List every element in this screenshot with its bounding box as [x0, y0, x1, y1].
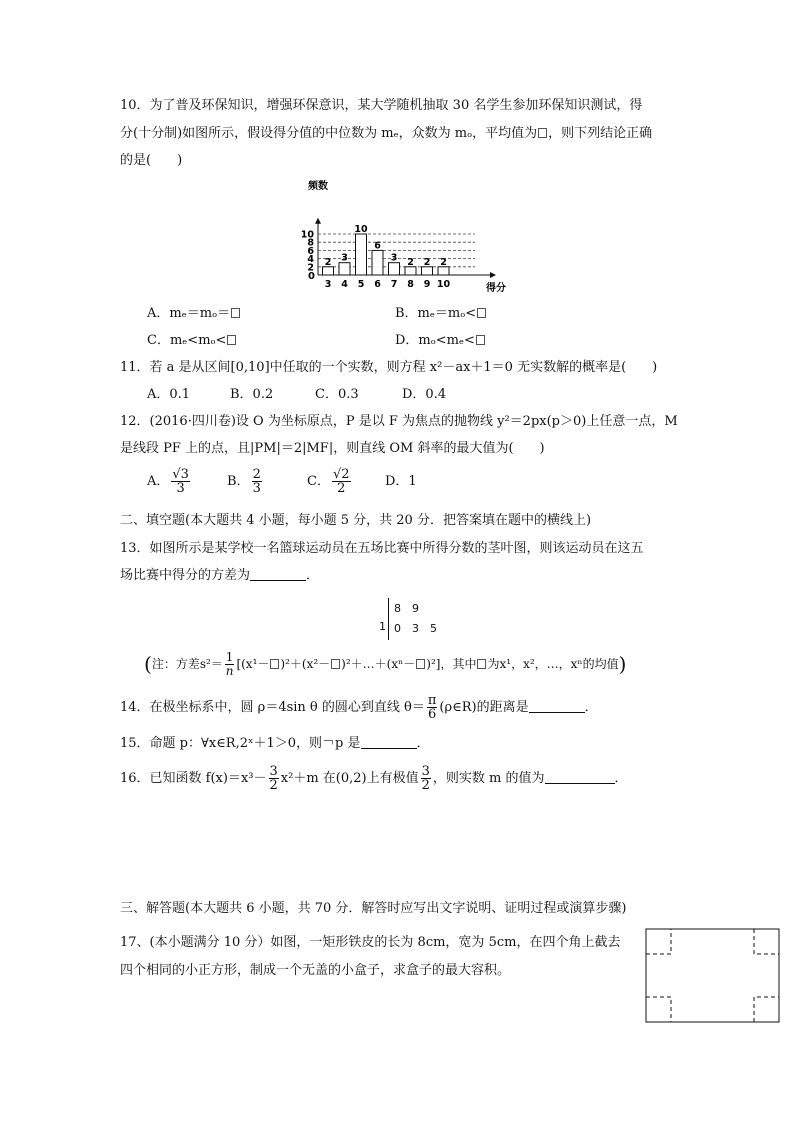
variance-note — [144, 648, 626, 680]
q10-line2 — [120, 125, 652, 143]
note-b5: 为x¹，x²，…，xⁿ的均值 — [487, 657, 619, 671]
q16-frac2-num: 3 — [421, 764, 430, 779]
q11-option-a: A．0.1 — [147, 387, 191, 402]
q10-line1: 10．为了普及环保知识，增强环保意识，某大学随机抽取 30 名学生参加环保知识测试，得 — [120, 98, 643, 113]
stem-divider — [388, 598, 389, 640]
q14-frac-num: π — [427, 693, 437, 708]
q10-option-c-text: C．mₑ<mₒ< — [147, 333, 227, 348]
q14-line — [120, 692, 598, 724]
q10-line2-end: ，则下列结论正确 — [548, 126, 653, 141]
q10-option-a-text: A．mₑ＝mₒ＝ — [147, 306, 231, 321]
q16-mid: x²＋m 在(0,2)上有极值 — [280, 771, 419, 786]
q14-post: (ρ∈R)的距离是 — [439, 700, 529, 715]
note-frac-num: 1 — [225, 650, 234, 664]
xbar-placeholder-icon — [227, 335, 236, 345]
xbar-placeholder-icon — [270, 659, 279, 669]
x-tick-label: 3 — [324, 279, 332, 290]
q12-option-c-den: 2 — [337, 481, 346, 496]
bar — [389, 263, 400, 275]
paren-left: ( — [144, 652, 152, 676]
q13-line2-text: 场比赛中得分的方差为 — [120, 568, 251, 583]
y-tick-label: 10 — [300, 229, 314, 241]
bar-value-label: 2 — [440, 256, 447, 268]
x-tick-label: 4 — [341, 279, 348, 290]
paren-right: ) — [618, 652, 627, 676]
q11-option-b: B．0.2 — [230, 387, 274, 402]
bar-value-label: 3 — [390, 252, 398, 264]
q12-option-b-den: 3 — [252, 481, 261, 496]
bar-value-label: 3 — [341, 252, 348, 264]
bar-value-label: 2 — [423, 256, 431, 268]
leaves-row-2: 0 3 5 — [394, 622, 437, 635]
xbar-placeholder-icon — [538, 128, 547, 138]
q13-line2 — [120, 567, 319, 585]
q12-option-b-label: B． — [227, 474, 250, 489]
x-axis-label: 得分 — [486, 283, 506, 294]
answer-blank — [529, 712, 585, 713]
bar — [372, 250, 383, 275]
note-frac-den: n — [225, 664, 234, 678]
bar — [438, 267, 449, 275]
corner-square-bottom-left — [646, 997, 671, 1022]
bar — [356, 234, 367, 275]
x-tick-label: 7 — [390, 279, 398, 290]
q12-option-b — [227, 466, 264, 498]
xbar-placeholder-icon — [416, 659, 425, 669]
q17-line1: 17、(本小题满分 10 分）如图，一矩形铁皮的长为 8cm，宽为 5cm，在四个角上截去 — [120, 935, 621, 950]
q14-pre: 14．在极坐标系中，圆 ρ＝4sin θ 的圆心到直线 θ＝ — [120, 700, 425, 715]
bar — [405, 267, 416, 275]
q12-option-a-label: A． — [147, 474, 170, 489]
q16-frac-num: 3 — [269, 764, 278, 779]
x-tick-label: 5 — [357, 279, 365, 290]
note-b2: )²＋(x²－ — [280, 657, 331, 671]
q16-frac2-den: 2 — [421, 778, 430, 793]
q12-option-a-den: 3 — [176, 481, 185, 496]
q16-frac-den: 2 — [269, 778, 278, 793]
x-tick-label: 6 — [374, 279, 381, 290]
note-body: [(x¹－ — [236, 657, 270, 671]
bar — [339, 263, 350, 275]
q10-option-c — [147, 332, 237, 350]
q10-line3: 的是( ) — [120, 153, 183, 168]
corner-square-top-right — [754, 929, 779, 954]
q12-option-c — [307, 466, 353, 498]
frequency-bar-chart — [290, 175, 510, 295]
leaves-row-1: 8 9 — [394, 602, 419, 615]
xbar-placeholder-icon — [476, 335, 485, 345]
x-axis-arrow — [490, 272, 496, 278]
answer-blank — [545, 783, 615, 784]
bar — [422, 267, 433, 275]
q16-pre: 16．已知函数 f(x)＝x³－ — [120, 771, 267, 786]
xbar-placeholder-icon — [477, 308, 486, 318]
answer-blank — [250, 580, 306, 581]
y-tick-label: 4 — [307, 254, 314, 266]
q13-line2-end: ． — [306, 568, 320, 583]
q12-option-a-num: √3 — [172, 467, 189, 482]
y-tick-label: 2 — [307, 262, 314, 274]
q14-end: ． — [584, 700, 598, 715]
q17-line2: 四个相同的小正方形，制成一个无盖的小盒子，求盒子的最大容积。 — [120, 963, 511, 978]
q10-option-d — [395, 332, 486, 350]
stem-value: 1 — [379, 620, 386, 633]
q15-end: ． — [416, 736, 430, 751]
q10-option-b-text: B．mₑ＝mₒ< — [395, 306, 477, 321]
q15-line — [120, 735, 430, 753]
q10-option-d-text: D．mₒ<mₑ< — [395, 333, 475, 348]
q11-line1: 11．若 a 是从区间[0,10]中任取的一个实数，则方程 x²－ax＋1＝0 无实数解的概率是( ) — [120, 360, 658, 375]
q16-line — [120, 763, 628, 795]
q10-option-b — [395, 305, 487, 323]
corner-square-top-left — [646, 929, 671, 954]
origin-label: 0 — [308, 271, 315, 282]
answer-blank — [361, 748, 417, 749]
q14-frac-den: 6 — [427, 707, 437, 722]
corner-square-bottom-right — [754, 997, 779, 1022]
section3-heading: 三、解答题(本大题共 6 小题，共 70 分．解答时应写出文字说明、证明过程或演算步骤) — [120, 901, 627, 916]
q10-line2-text: 分(十分制)如图所示，假设得分值的中位数为 mₑ，众数为 mₒ，平均值为 — [120, 126, 538, 141]
sheet-outline — [646, 929, 779, 1022]
y-axis-arrow — [315, 218, 321, 224]
bar-value-label: 10 — [354, 224, 368, 235]
xbar-placeholder-icon — [331, 659, 340, 669]
stem-leaf-plot — [374, 598, 464, 640]
note-b3: )²＋…＋(xⁿ－ — [341, 657, 416, 671]
bar-value-label: 6 — [374, 240, 381, 252]
q11-option-c: C．0.3 — [315, 387, 359, 402]
iron-sheet-figure — [645, 928, 781, 1024]
bar-value-label: 2 — [324, 256, 332, 268]
note-pre: 注：方差s²＝ — [151, 657, 223, 671]
xbar-placeholder-icon — [231, 308, 240, 318]
y-tick-label: 6 — [307, 245, 314, 257]
q13-line1: 13．如图所示是某学校一名篮球运动员在五场比赛中所得分数的茎叶图，则该运动员在这五 — [120, 541, 644, 556]
q12-line2: 是线段 PF 上的点，且|PM|＝2|MF|，则直线 OM 斜率的最大值为( ) — [120, 441, 545, 456]
bar-value-label: 2 — [407, 256, 414, 268]
note-b4: )²]，其中 — [426, 657, 477, 671]
bar — [323, 267, 334, 275]
y-tick-label: 8 — [307, 237, 314, 249]
q11-option-d: D．0.4 — [402, 387, 447, 402]
x-tick-label: 8 — [407, 279, 414, 290]
q12-option-c-num: √2 — [332, 467, 350, 482]
q12-line1: 12．(2016·四川卷)设 O 为坐标原点，P 是以 F 为焦点的抛物线 y²＝2px(p＞0)上任意一点，M — [120, 414, 678, 429]
q16-end: ． — [614, 771, 628, 786]
section2-heading: 二、填空题(本大题共 4 小题，每小题 5 分，共 20 分．把答案填在题中的横线上) — [120, 513, 592, 528]
x-tick-label: 10 — [436, 279, 451, 290]
q12-option-c-label: C． — [307, 474, 330, 489]
q15-text: 15．命题 p：∀x∈R,2ˣ＋1＞0，则￢p 是 — [120, 736, 361, 751]
y-axis-label: 频数 — [308, 181, 328, 192]
xbar-placeholder-icon — [477, 659, 486, 669]
q12-option-a — [147, 466, 192, 498]
q10-option-a — [147, 305, 241, 323]
q12-option-d: D．1 — [385, 474, 417, 489]
q16-post: ，则实数 m 的值为 — [432, 771, 545, 786]
q12-option-b-num: 2 — [252, 467, 261, 482]
x-tick-label: 9 — [423, 279, 431, 290]
